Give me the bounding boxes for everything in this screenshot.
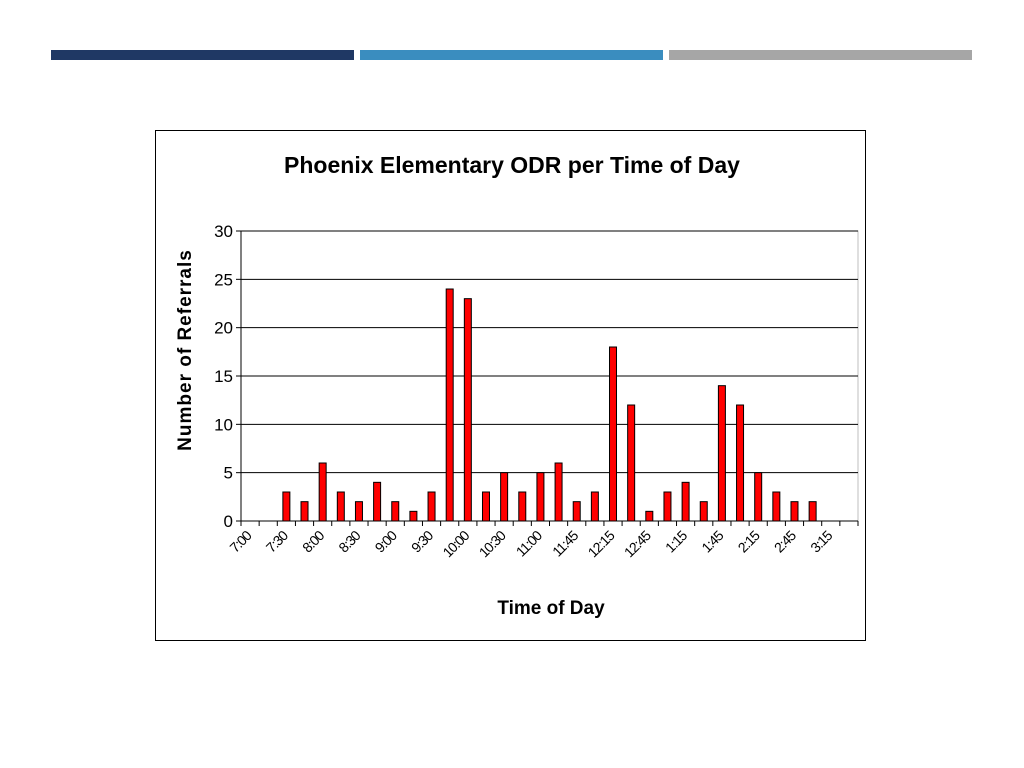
bar [337, 492, 344, 521]
bar [501, 473, 508, 521]
bar [809, 502, 816, 521]
bar [464, 299, 471, 521]
accent-bar-navy [51, 50, 354, 60]
x-tick-label: 7:00 [226, 527, 255, 556]
bar [755, 473, 762, 521]
bar [591, 492, 598, 521]
bar [555, 463, 562, 521]
y-axis-title: Number of Referrals [175, 249, 196, 451]
bar [682, 482, 689, 521]
x-tick-label: 2:15 [734, 527, 763, 556]
x-tick-label: 12:15 [584, 527, 618, 561]
x-tick-label: 7:30 [262, 527, 291, 556]
bar [446, 289, 453, 521]
bar [628, 405, 635, 521]
bar [718, 386, 725, 521]
bar [791, 502, 798, 521]
bar [519, 492, 526, 521]
bar [482, 492, 489, 521]
y-tick-label: 10 [214, 415, 233, 435]
x-tick-label: 1:15 [661, 527, 690, 556]
bar [374, 482, 381, 521]
bar [410, 511, 417, 521]
x-tick-label: 9:30 [407, 527, 436, 556]
chart-frame [155, 130, 866, 641]
y-tick-label: 20 [214, 318, 233, 338]
y-tick-label: 15 [214, 367, 233, 386]
bar [355, 502, 362, 521]
bar [646, 511, 653, 521]
accent-bar-gray [669, 50, 972, 60]
x-tick-label: 10:30 [475, 527, 509, 561]
bar [537, 473, 544, 521]
bar [283, 492, 290, 521]
x-axis-title: Time of Day [497, 598, 605, 619]
x-tick-label: 3:15 [807, 527, 835, 556]
bar [664, 492, 671, 521]
chart-canvas [156, 131, 865, 640]
x-tick-label: 1:45 [698, 527, 727, 556]
x-tick-label: 2:45 [770, 527, 799, 556]
bar [392, 502, 399, 521]
accent-bar-blue [360, 50, 663, 60]
bar [773, 492, 780, 521]
y-tick-label: 5 [223, 463, 233, 483]
x-tick-label: 11:00 [512, 527, 545, 560]
bar [319, 463, 326, 521]
x-tick-label: 8:30 [335, 527, 364, 556]
bar [610, 347, 617, 521]
bar [700, 502, 707, 521]
x-tick-label: 10:00 [439, 527, 472, 561]
y-tick-label: 0 [223, 512, 233, 531]
bar [573, 502, 580, 521]
bar [428, 492, 435, 521]
bar [737, 405, 744, 521]
bar [301, 502, 308, 521]
x-tick-label: 11:45 [549, 527, 581, 560]
x-tick-label: 8:00 [299, 527, 327, 556]
chart-title: Phoenix Elementary ODR per Time of Day [284, 152, 740, 178]
x-tick-label: 12:45 [620, 527, 654, 561]
y-tick-label: 25 [214, 270, 233, 290]
y-tick-label: 30 [214, 222, 233, 241]
x-tick-label: 9:00 [371, 527, 400, 556]
